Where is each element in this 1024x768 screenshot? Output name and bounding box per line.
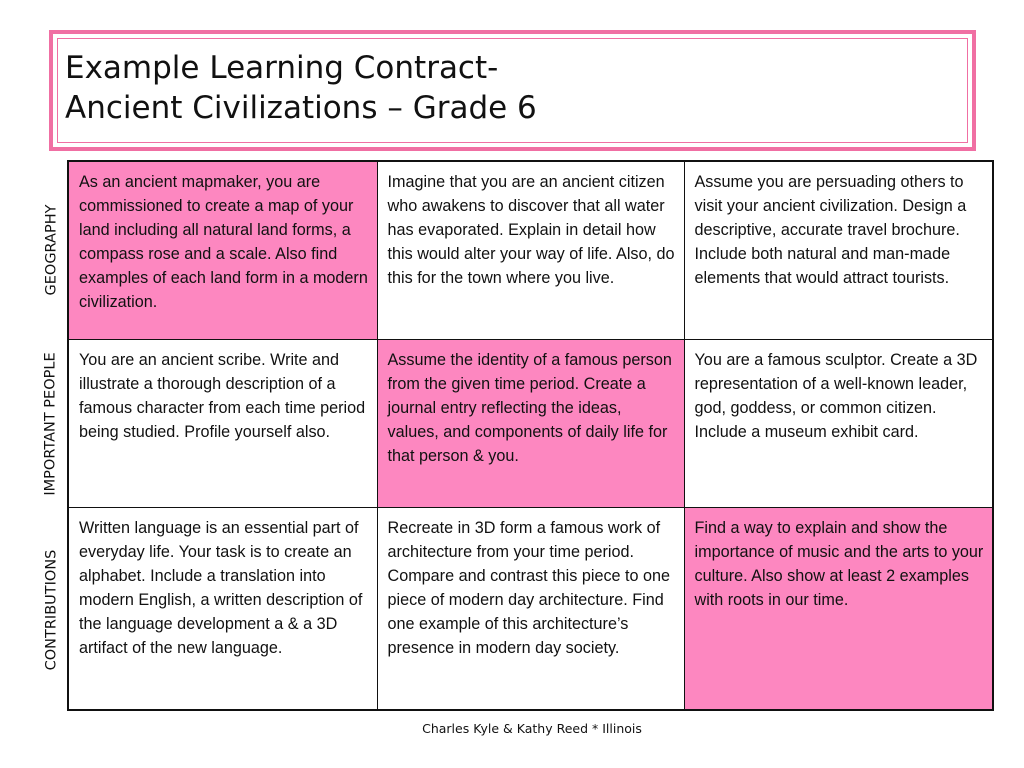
- title-line-2: Ancient Civilizations – Grade 6: [65, 90, 537, 126]
- learning-contract-table: [67, 160, 994, 711]
- cell-people-3: You are a famous sculptor. Create a 3D representation of a well-known leader, god, goddess, or common citizen. Include a museum exhibit card.: [684, 339, 993, 507]
- row-label-important-people: [38, 340, 64, 508]
- cell-people-1: You are an ancient scribe. Write and illustrate a thorough description of a famous character from each time period being studied. Profile yourself also.: [68, 339, 377, 507]
- row-label-important-people-text: IMPORTANT PEOPLE: [43, 352, 60, 496]
- cell-contributions-3: Find a way to explain and show the importance of music and the arts to your culture. Also show at least 2 examples with roots in our time.: [684, 507, 993, 710]
- footer-credit: Charles Kyle & Kathy Reed * Illinois: [422, 721, 642, 736]
- table-row-geography: [68, 161, 993, 339]
- cell-contributions-1: Written language is an essential part of everyday life. Your task is to create an alphabet. Include a translation into modern English, a written description of the language development a & a 3D artifact of the new language.: [68, 507, 377, 710]
- table-row-contributions: [68, 507, 993, 710]
- cell-people-2: Assume the identity of a famous person from the given time period. Create a journal entry reflecting the ideas, values, and components of daily life for that person & you.: [377, 339, 684, 507]
- row-label-geography: [38, 160, 64, 340]
- cell-geography-3: Assume you are persuading others to visit your ancient civilization. Design a descriptive, accurate travel brochure. Include both natural and man-made elements that would attract tourists.: [684, 161, 993, 339]
- table-row-important-people: [68, 339, 993, 507]
- cell-geography-1: As an ancient mapmaker, you are commissioned to create a map of your land including all natural land forms, a compass rose and a scale. Also find examples of each land form in a modern civilization.: [68, 161, 377, 339]
- cell-contributions-2: Recreate in 3D form a famous work of architecture from your time period. Compare and contrast this piece to one piece of modern day architecture. Find one example of this architecture’s presence in modern day society.: [377, 507, 684, 710]
- row-label-geography-text: GEOGRAPHY: [43, 204, 59, 296]
- row-label-contributions-text: CONTRIBUTIONS: [43, 549, 60, 670]
- cell-geography-2: Imagine that you are an ancient citizen who awakens to discover that all water has evaporated. Explain in detail how this would alter your way of life. Also, do this for the town where you live.: [377, 161, 684, 339]
- title-box: [49, 30, 976, 151]
- row-label-contributions: [38, 508, 64, 711]
- title-line-1: Example Learning Contract-: [65, 50, 499, 86]
